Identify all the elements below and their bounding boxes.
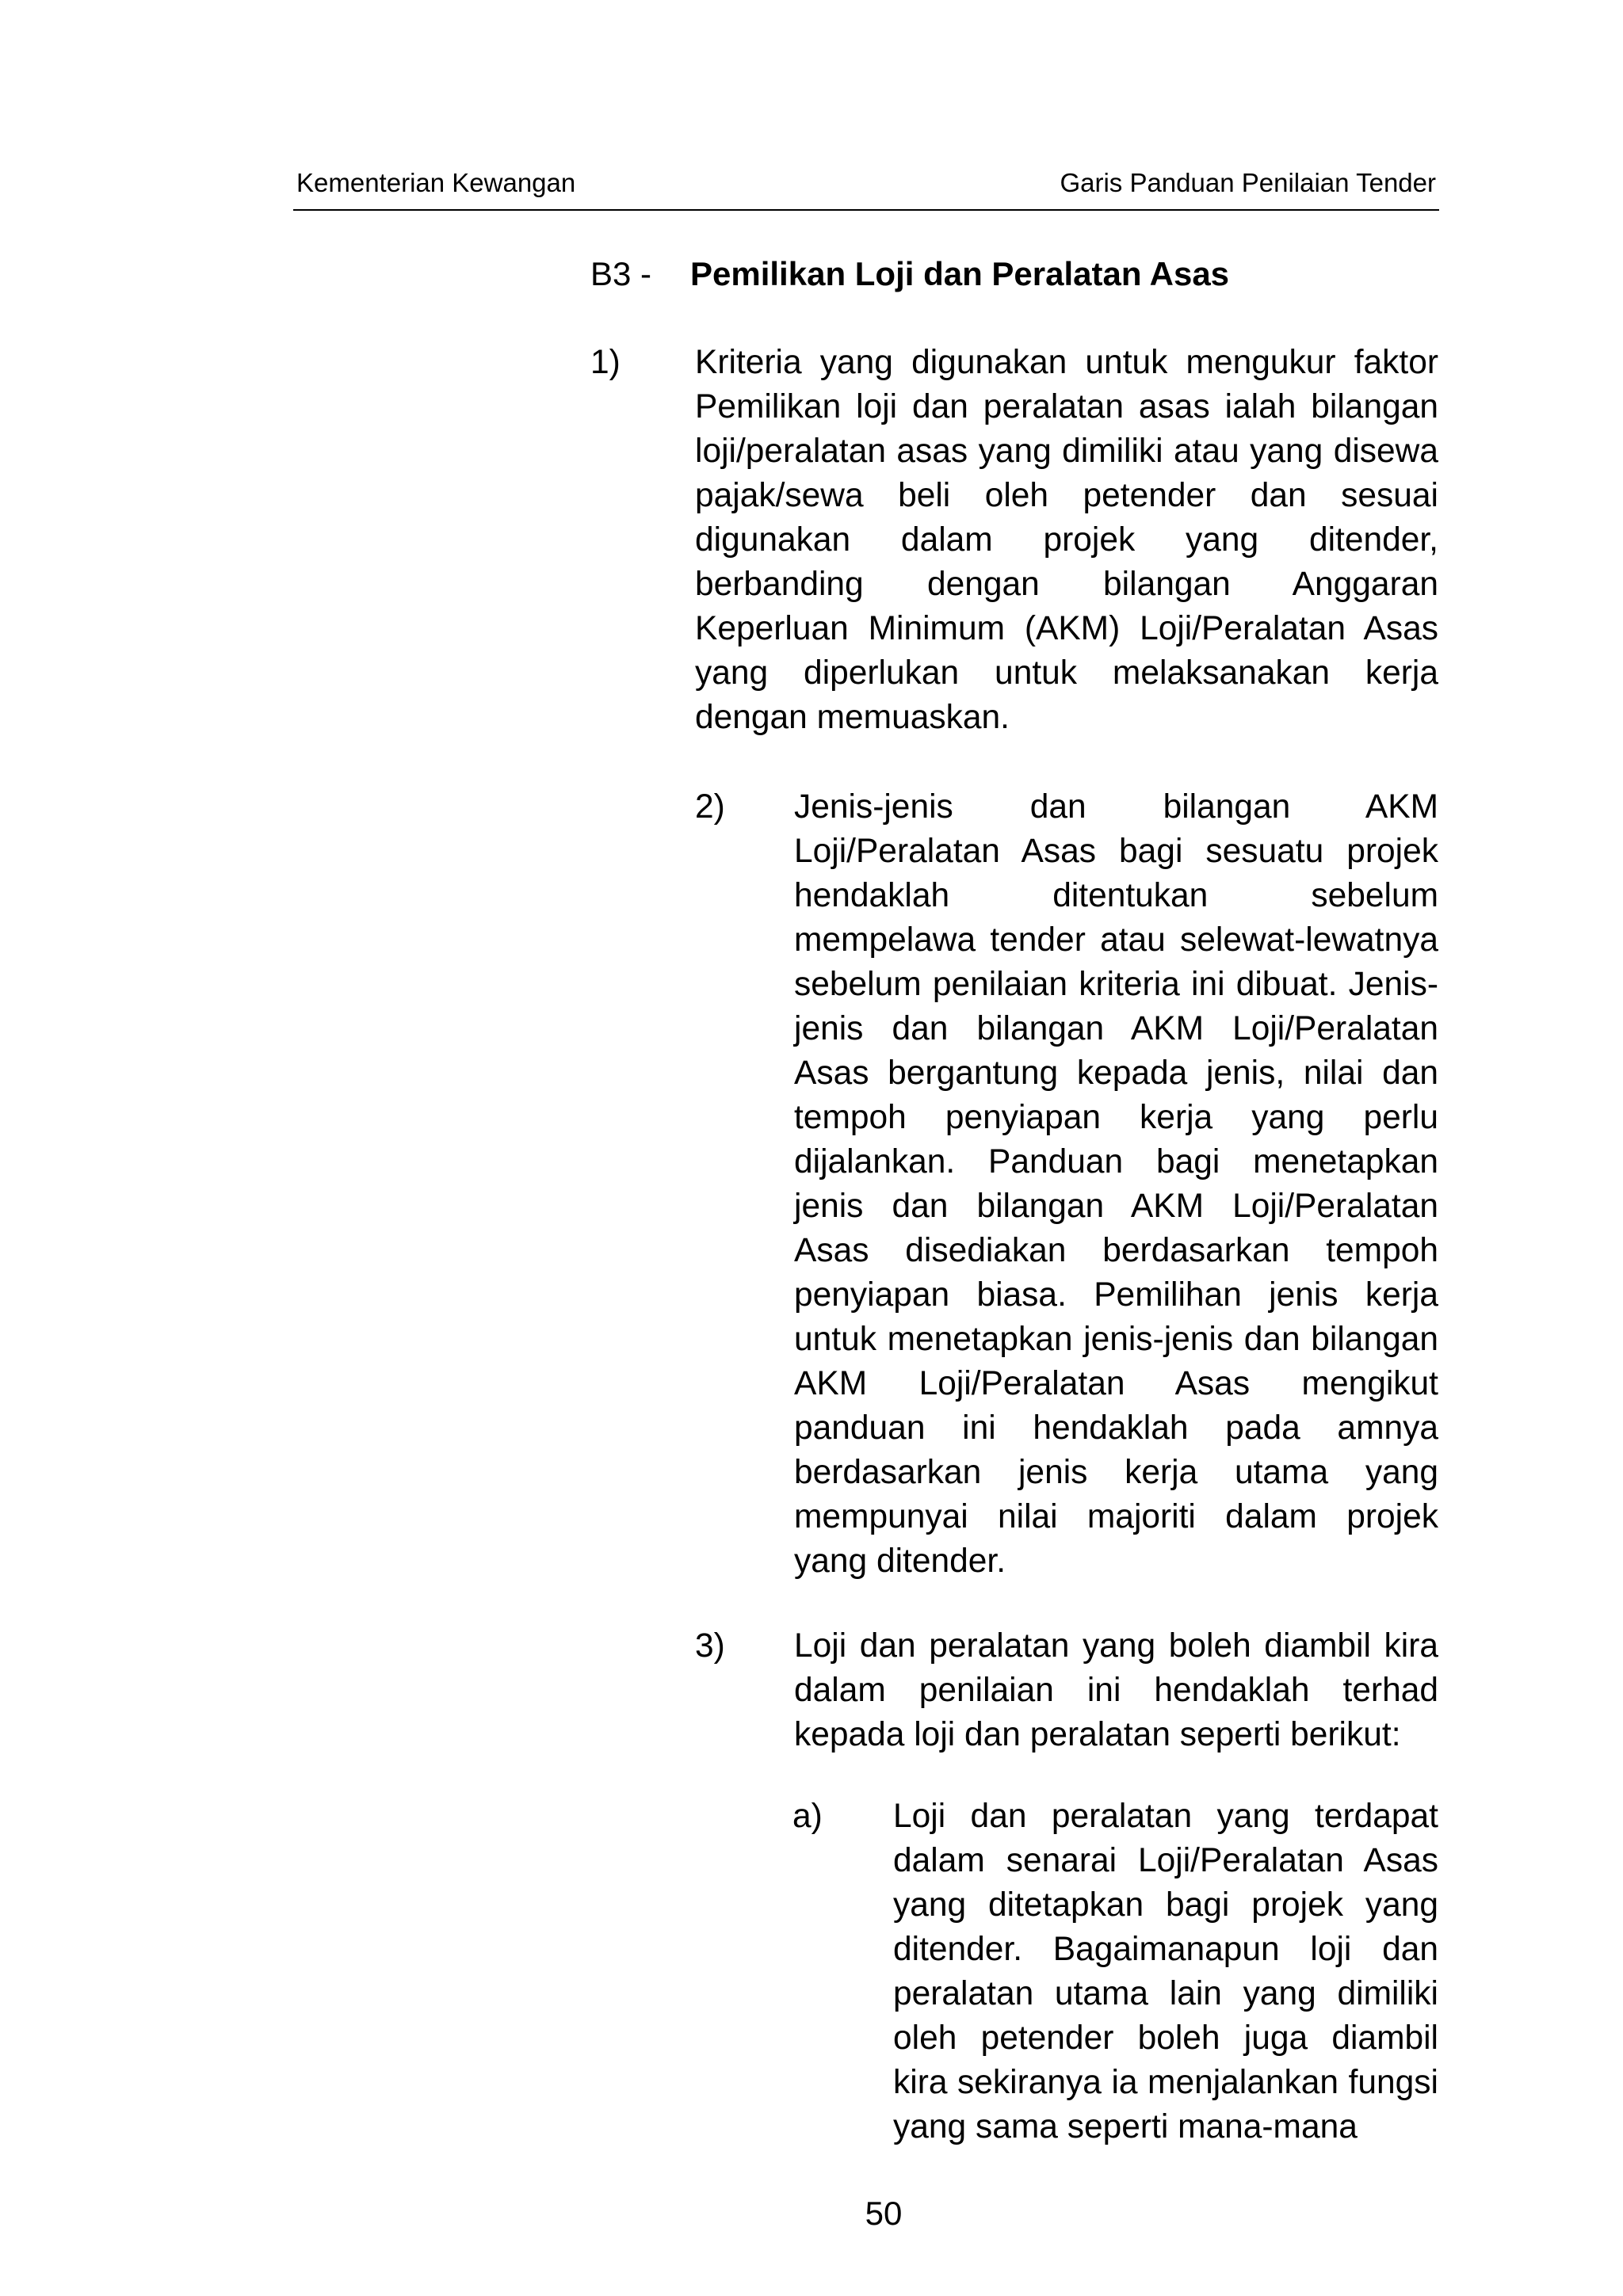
item-number: 1) bbox=[590, 344, 621, 381]
section-code: B3 - bbox=[590, 255, 652, 292]
item-number: 2) bbox=[695, 788, 725, 826]
subitem-paragraph: Loji dan peralatan yang terdapat dalam senarai Loji/Peralatan Asas yang ditetapkan bagi projek yang ditender. Bagaimanapun loji dan peralatan utama lain yang dimiliki oleh petender boleh juga diambil kira sekiranya ia menjalankan fungsi yang sama seperti mana-mana bbox=[893, 1798, 1438, 2145]
subitem-letter: a) bbox=[792, 1798, 823, 1835]
header-ministry: Kementerian Kewangan bbox=[296, 168, 576, 197]
section-heading bbox=[590, 249, 1229, 299]
item-paragraph: Jenis-jenis dan bilangan AKM Loji/Peralatan Asas bagi sesuatu projek hendaklah ditentukan sebelum mempelawa tender atau selewat-lewatnya sebelum penilaian kriteria ini dibuat. Jenis-jenis dan bilangan AKM Loji/Peralatan Asas bergantung kepada jenis, nilai dan tempoh penyiapan kerja yang perlu dijalankan. Panduan bagi menetapkan jenis dan bilangan AKM Loji/Peralatan Asas disediakan berdasarkan tempoh penyiapan biasa. Pemilihan jenis kerja untuk menetapkan jenis-jenis dan bilangan AKM Loji/Peralatan Asas mengikut panduan ini hendaklah pada amnya berdasarkan jenis kerja utama yang mempunyai nilai majoriti dalam projek yang ditender. bbox=[794, 788, 1438, 1580]
page-number: 50 bbox=[865, 2195, 903, 2232]
item-paragraph: Loji dan peralatan yang boleh diambil kira dalam penilaian ini hendaklah terhad kepada loji dan peralatan seperti berikut: bbox=[794, 1627, 1438, 1753]
item-number: 3) bbox=[695, 1627, 725, 1665]
page-header bbox=[293, 168, 1439, 211]
section-title: Pemilikan Loji dan Peralatan Asas bbox=[690, 255, 1230, 292]
item-paragraph: Kriteria yang digunakan untuk mengukur faktor Pemilikan loji dan peralatan asas ialah bilangan loji/peralatan asas yang dimiliki atau yang disewa pajak/sewa beli oleh petender dan sesuai digunakan dalam projek yang ditender, berbanding dengan bilangan Anggaran Keperluan Minimum (AKM) Loji/Peralatan Asas yang diperlukan untuk melaksanakan kerja dengan memuaskan. bbox=[695, 344, 1438, 736]
header-document-title: Garis Panduan Penilaian Tender bbox=[1060, 168, 1436, 197]
